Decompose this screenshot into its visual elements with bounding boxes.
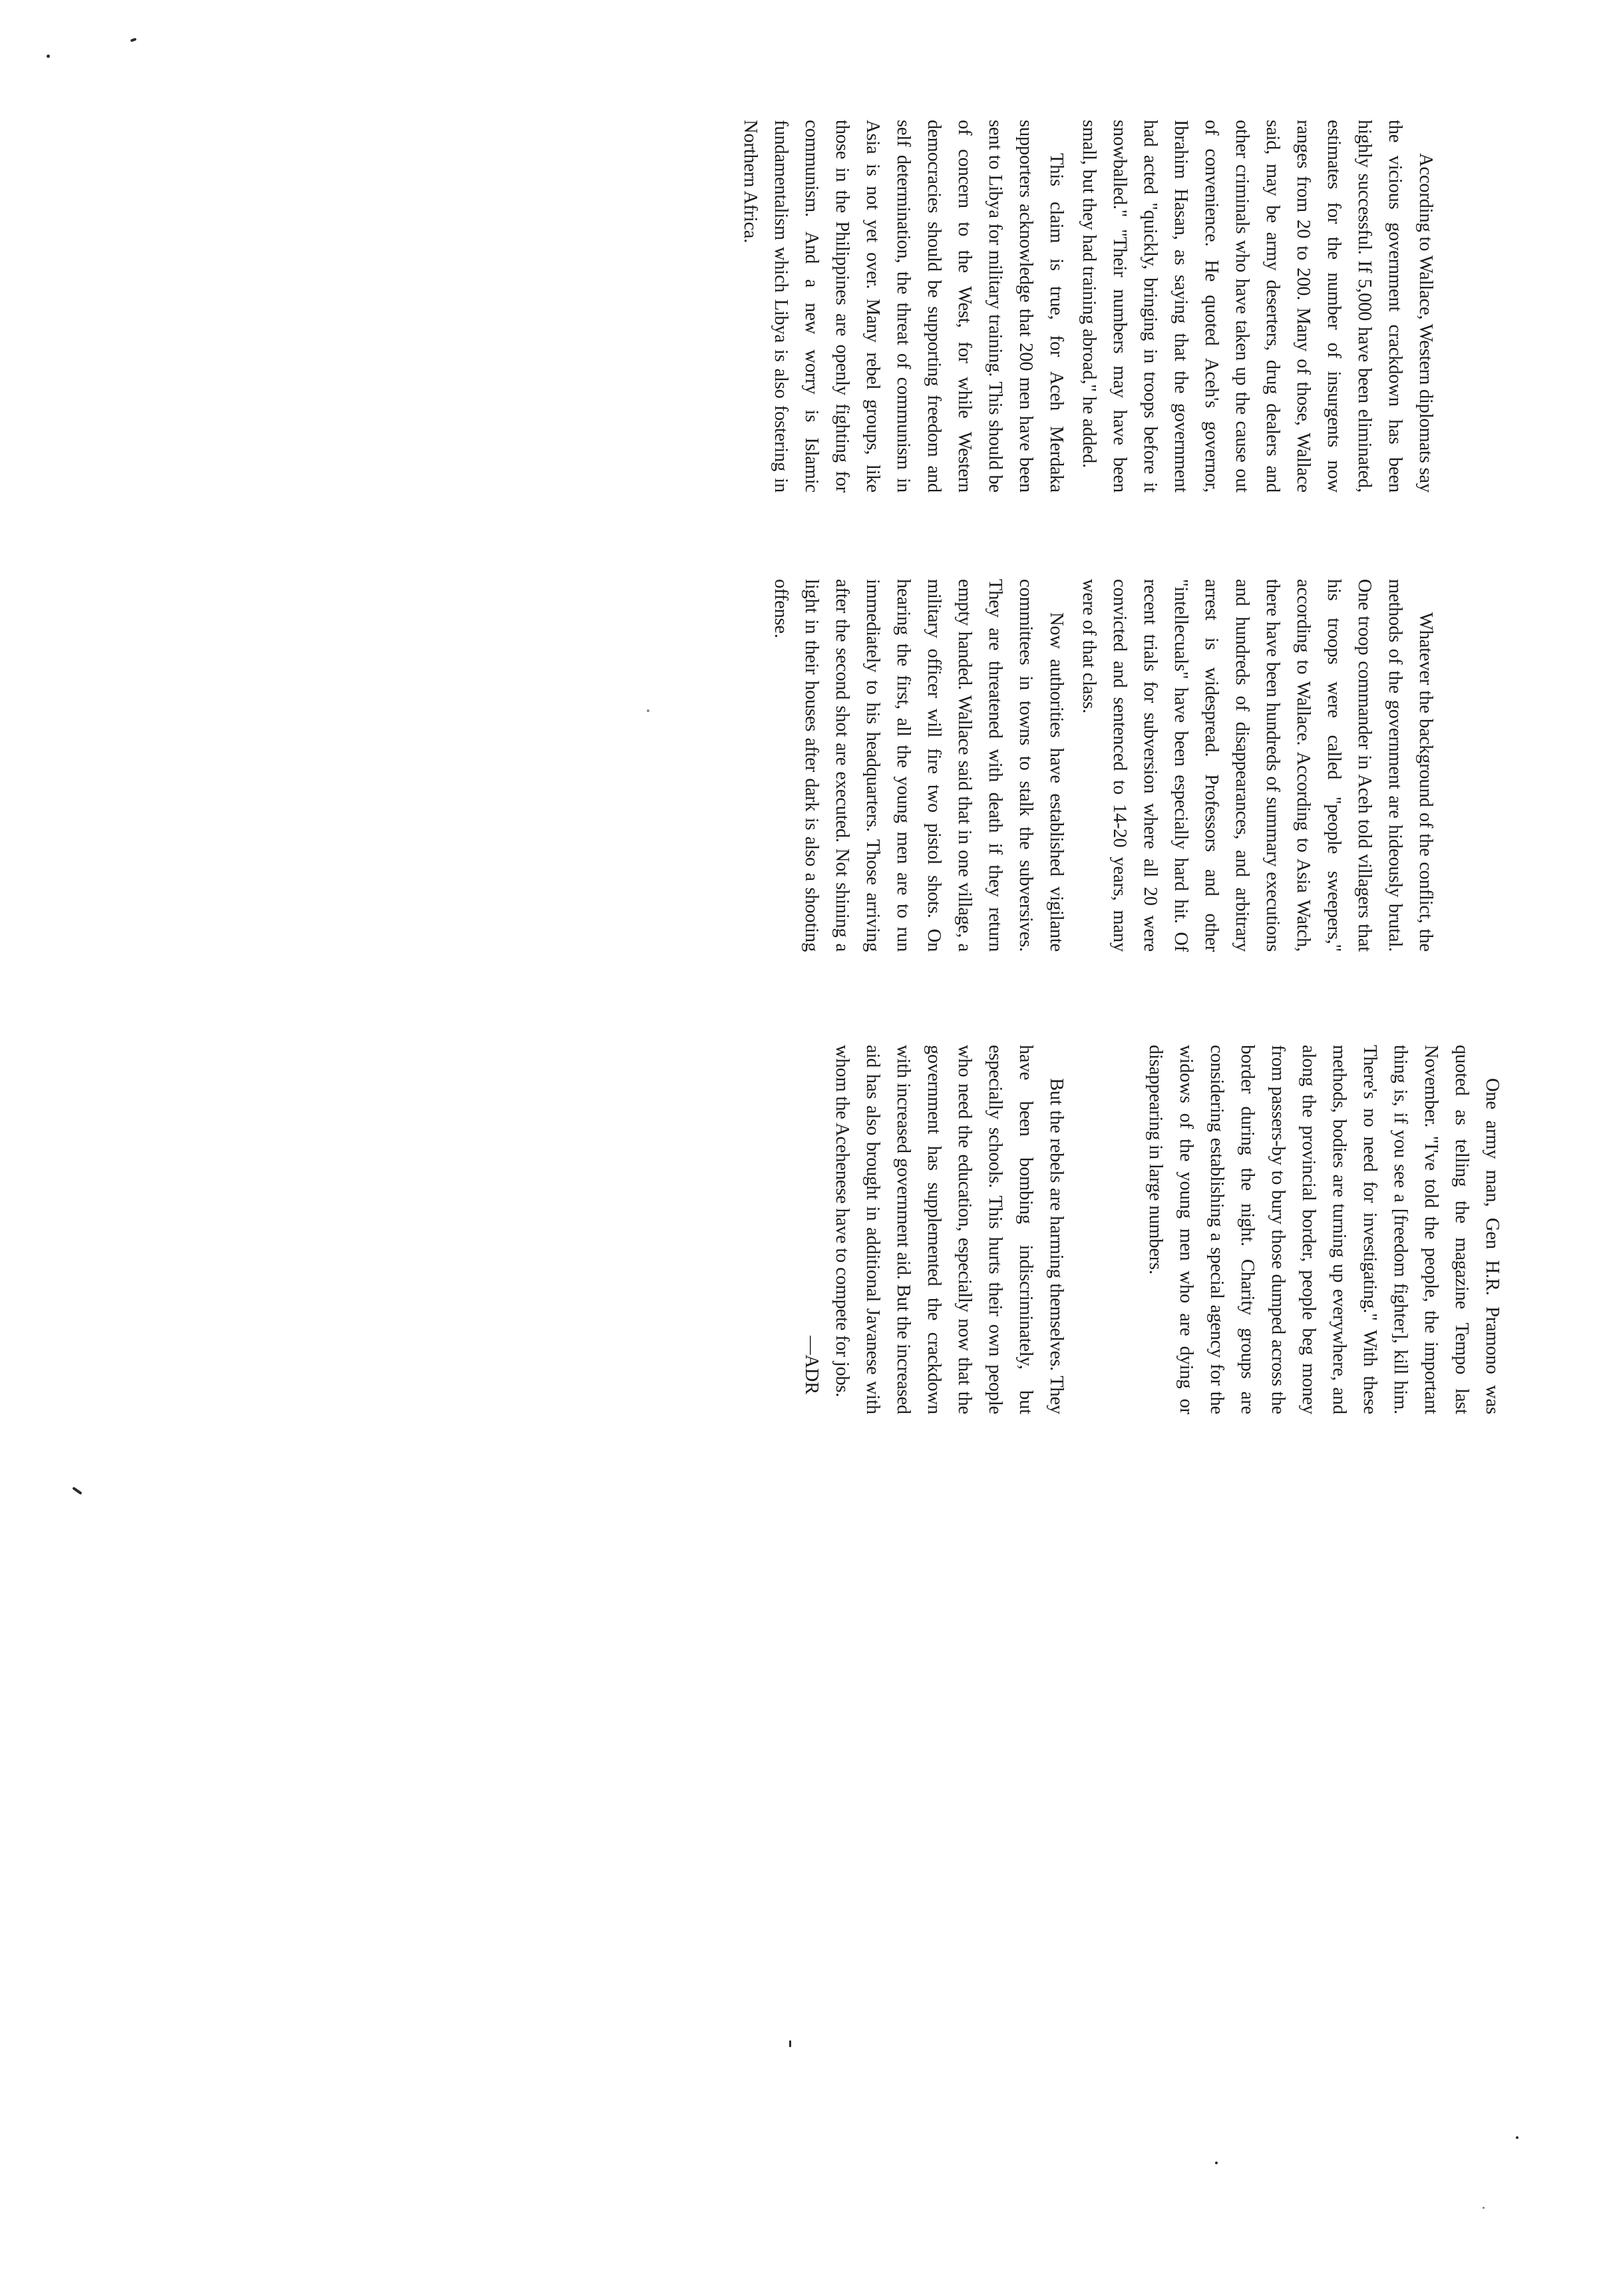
article-column-a1 [1048, 120, 1441, 492]
paragraph-rebels-harming: But the rebels are harming themselves. They have been bombing indiscriminately, but especially schools. This hurts their own people who need the education, especially now that the government has supplemented the crackdown with increased government aid. But the increased aid has also brought in additional Javanese with whom the Acehenese have to compete for jobs. [832, 1045, 1067, 1414]
paragraph-libya-training: This claim is true, for Aceh Merdaka supporters acknowledge that 200 men have been sent to Libya for military training. This should be of concern to the West, for while Western democracies should be supporting freedom and self determination, the threat of communism in Asia is not yet over. Many rebel groups, like those in the Philippines are openly fighting for communism. And a new worry is Islamic fundamentalism which Libya is also fostering in Northern Africa. [740, 120, 1067, 492]
article-column-c1 [1061, 1045, 1507, 1414]
scan-speck [1215, 2162, 1218, 2164]
paragraph-brutal-methods: Whatever the background of the conflict, the methods of the government are hideously brutal. One troop commander in Aceh told villagers that his troops were called "people sweepers," according to Wallace. According to Asia Watch, there have been hundreds of summary executions and hundreds of disappearances, and arbitrary arrest is widespread. Professors and other "intellecuals" have been especially hard hit. Of recent trials for subversion where all 20 were convicted and sentenced to 14-20 years, many were of that class. [1079, 579, 1436, 952]
scan-speck [789, 2040, 791, 2047]
article-column-a2 [679, 120, 1071, 492]
author-byline: —ADR [801, 1336, 822, 1394]
scan-speck [72, 1487, 82, 1495]
scan-speck [647, 709, 649, 712]
article-column-b2 [679, 579, 1071, 952]
paragraph-pramono-quote: One army man, Gen H.R. Pramono was quoted as telling the magazine Tempo last November. "I've told the people, the important thing is, if you see a [freedom fighter], kill him. There's no need for investigating." With these methods, bodies are turning up everywhere, and along the provincial border, people beg money from passers-by to bury those dumped across the border during the night. Charity groups are considering establishing a special agency for the widows of the young men who are dying or disappearing in large numbers. [1145, 1045, 1503, 1414]
scan-speck [47, 55, 50, 58]
scan-speck [1516, 2136, 1518, 2139]
scan-speck [130, 38, 137, 43]
paragraph-wallace-diplomats: According to Wallace, Western diplomats say the vicious government crackdown has been highly successful. If 5,000 have been eliminated, estimates for the number of insurgents now ranges from 20 to 200. Many of those, Wallace said, may be army deserters, drug dealers and other criminals who have taken up the cause out of convenience. He quoted Aceh's governor, Ibrahim Hasan, as saying that the government had acted "quickly, bringing in troops before it snowballed." "Their numbers may have been small, but they had training abroad," he added. [1079, 120, 1436, 492]
article-column-c2 [672, 1045, 1071, 1414]
article-column-b1 [1048, 579, 1441, 952]
paragraph-vigilante-committees: Now authorities have established vigilante committees in towns to stalk the subversives. They are threatened with death if they return empty handed. Wallace said that in one village, a military officer will fire two pistol shots. On hearing the first, all the young men are to run immediately to his headquarters. Those arriving after the second shot are executed. Not shining a light in their houses after dark is also a shooting offense. [771, 579, 1067, 952]
scan-speck [1483, 2207, 1485, 2209]
